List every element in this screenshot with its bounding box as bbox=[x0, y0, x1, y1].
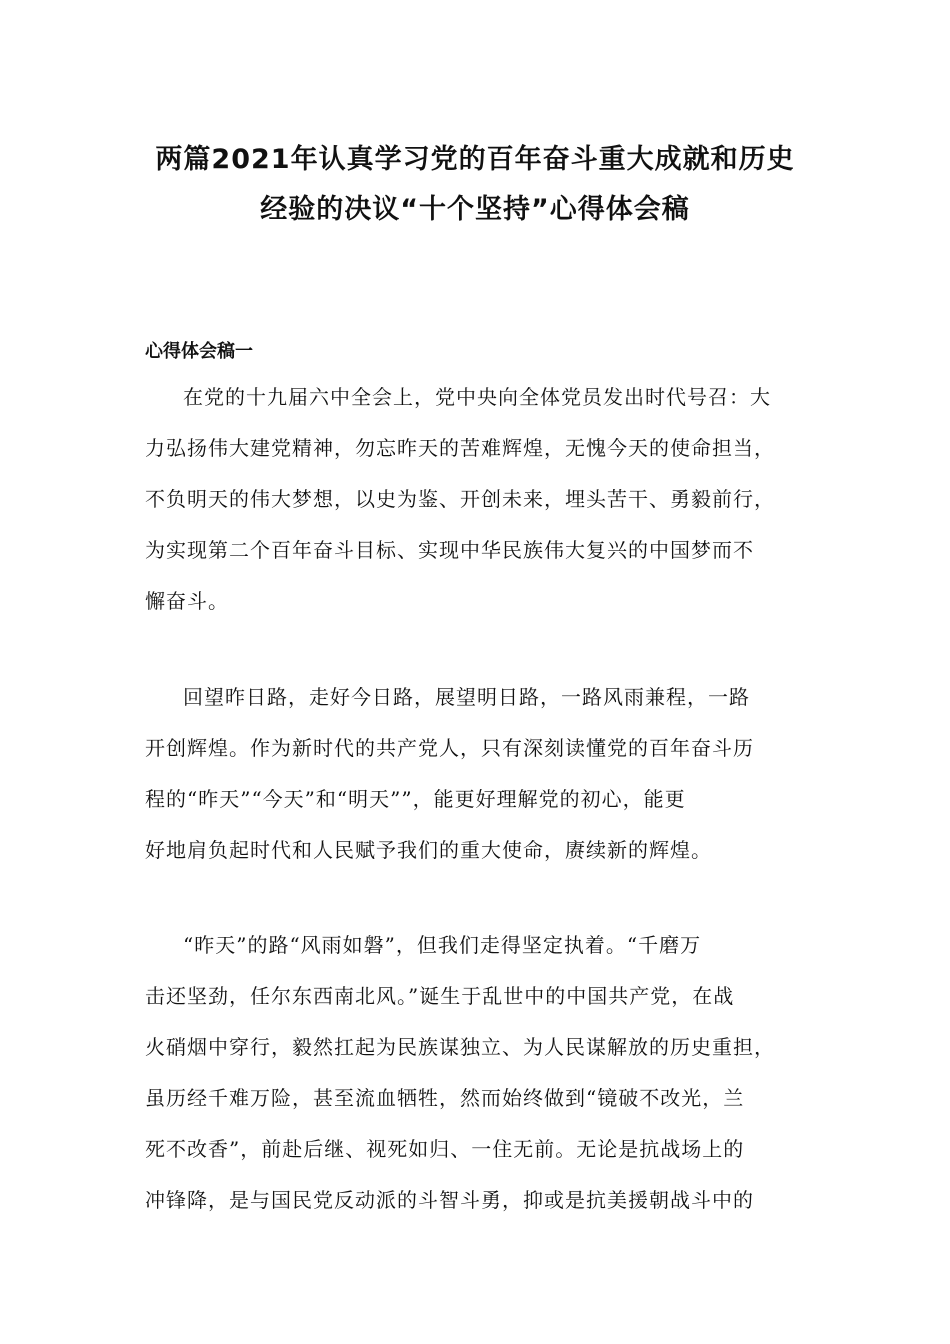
paragraph-3 bbox=[145, 920, 825, 1226]
paragraph-line: “昨天”的路“风雨如磐”，但我们走得坚定执着。“千磨万 bbox=[183, 933, 702, 957]
paragraph-line: 为实现第二个百年奋斗目标、实现中华民族伟大复兴的中国梦而不 bbox=[145, 538, 754, 562]
paragraph-line: 冲锋降，是与国民党反动派的斗智斗勇，抑或是抗美援朝战斗中的 bbox=[145, 1188, 754, 1212]
title-line-2: 经验的决议“十个坚持”心得体会稿 bbox=[260, 194, 690, 225]
paragraph-line: 虽历经千难万险，甚至流血牺牲，然而始终做到“镜破不改光，兰 bbox=[145, 1086, 745, 1110]
paragraph-line: 程的“昨天”“今天”和“明天””，能更好理解党的初心，能更 bbox=[145, 787, 686, 811]
paragraph-line: 不负明天的伟大梦想，以史为鉴、开创未来，埋头苦干、勇毅前行， bbox=[145, 487, 775, 511]
paragraph-line: 击还坚劲，任尔东西南北风。”诞生于乱世中的中国共产党，在战 bbox=[145, 984, 735, 1008]
paragraph-line: 死不改香”，前赴后继、视死如归、一住无前。无论是抗战场上的 bbox=[145, 1137, 745, 1161]
paragraph-line: 懈奋斗。 bbox=[145, 589, 229, 613]
paragraph-line: 在党的十九届六中全会上，党中央向全体党员发出时代号召：大 bbox=[183, 385, 771, 409]
paragraph-line: 力弘扬伟大建党精神，勿忘昨天的苦难辉煌，无愧今天的使命担当， bbox=[145, 436, 775, 460]
title-line-1: 两篇2021年认真学习党的百年奋斗重大成就和历史 bbox=[155, 144, 795, 175]
paragraph-line: 回望昨日路，走好今日路，展望明日路，一路风雨兼程，一路 bbox=[183, 685, 750, 709]
section-heading: 心得体会稿一 bbox=[145, 341, 253, 362]
paragraph-1 bbox=[145, 372, 825, 627]
paragraph-line: 开创辉煌。作为新时代的共产党人，只有深刻读懂党的百年奋斗历 bbox=[145, 736, 754, 760]
paragraph-line: 火硝烟中穿行，毅然扛起为民族谋独立、为人民谋解放的历史重担， bbox=[145, 1035, 775, 1059]
document-title bbox=[90, 135, 860, 235]
paragraph-2 bbox=[145, 672, 825, 876]
paragraph-line: 好地肩负起时代和人民赋予我们的重大使命，赓续新的辉煌。 bbox=[145, 838, 712, 862]
